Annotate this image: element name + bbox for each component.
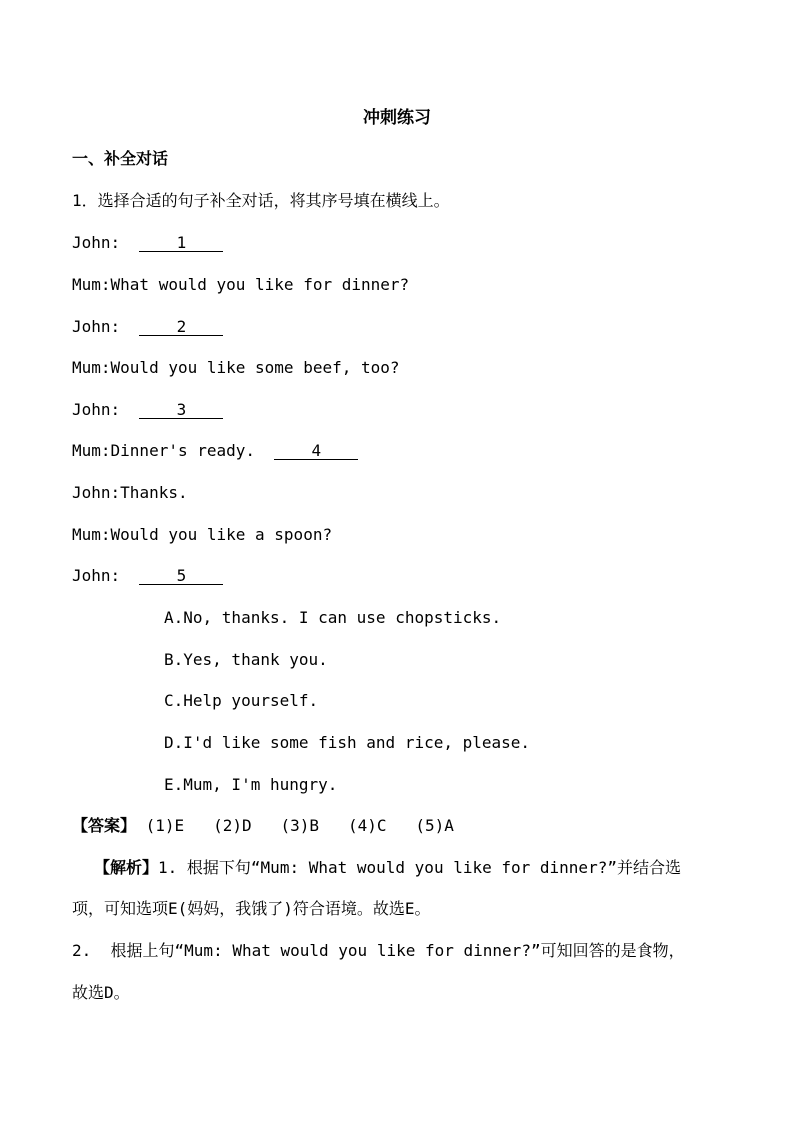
dialogue-line-2	[72, 275, 409, 295]
dialogue-text: Dinner's ready.	[110, 441, 256, 460]
dialogue-text: Would you like some beef, too?	[110, 358, 400, 377]
answer-blank-5: 5	[139, 567, 223, 585]
analysis-label: 【解析】	[94, 858, 159, 877]
dialogue-text: What would you like for dinner?	[110, 275, 410, 294]
dialogue-text: Would you like a spoon?	[110, 525, 333, 544]
option-c: C.Help yourself.	[164, 691, 319, 710]
analysis-line-2: 项，可知选项E(妈妈，我饿了)符合语境。故选E。	[72, 899, 431, 918]
analysis-line-1	[94, 858, 681, 878]
speaker: Mum:	[72, 525, 111, 544]
dialogue-line-6	[72, 441, 358, 461]
speaker: John:	[72, 566, 121, 585]
dialogue-line-1	[72, 233, 223, 253]
dialogue-line-8	[72, 525, 332, 545]
speaker: Mum:	[72, 275, 111, 294]
option-e: E.Mum, I'm hungry.	[164, 775, 338, 794]
answer-label: 【答案】	[72, 816, 137, 835]
answer-blank-1: 1	[139, 234, 223, 252]
answer-text: (1)E (2)D (3)B (4)C (5)A	[145, 816, 454, 835]
analysis-line-3: 2. 根据上句“Mum: What would you like for dinner?”可知回答的是食物，	[72, 941, 685, 960]
dialogue-line-7	[72, 483, 188, 503]
speaker: John:	[72, 233, 121, 252]
answer-blank-2: 2	[139, 318, 223, 336]
dialogue-line-3	[72, 317, 223, 337]
analysis-text: 1. 根据下句“Mum: What would you like for dinner?”并结合选	[158, 858, 681, 877]
dialogue-line-5	[72, 400, 223, 420]
answer-blank-3: 3	[139, 401, 223, 419]
speaker: Mum:	[72, 358, 111, 377]
section-heading: 一、补全对话	[72, 149, 169, 168]
analysis-line-4: 故选D。	[72, 983, 130, 1002]
dialogue-line-4	[72, 358, 400, 378]
dialogue-text: Thanks.	[120, 483, 188, 502]
option-a: A.No, thanks. I can use chopsticks.	[164, 608, 502, 627]
option-b: B.Yes, thank you.	[164, 650, 328, 669]
speaker: John:	[72, 400, 121, 419]
dialogue-line-9	[72, 566, 223, 586]
answer-blank-4: 4	[274, 442, 358, 460]
speaker: Mum:	[72, 441, 111, 460]
answer-line	[72, 816, 454, 836]
question-instruction: 1．选择合适的句子补全对话，将其序号填在横线上。	[72, 191, 450, 210]
option-d: D.I'd like some fish and rice, please.	[164, 733, 531, 752]
page-title: 冲刺练习	[363, 108, 431, 128]
speaker: John:	[72, 317, 121, 336]
speaker: John:	[72, 483, 121, 502]
